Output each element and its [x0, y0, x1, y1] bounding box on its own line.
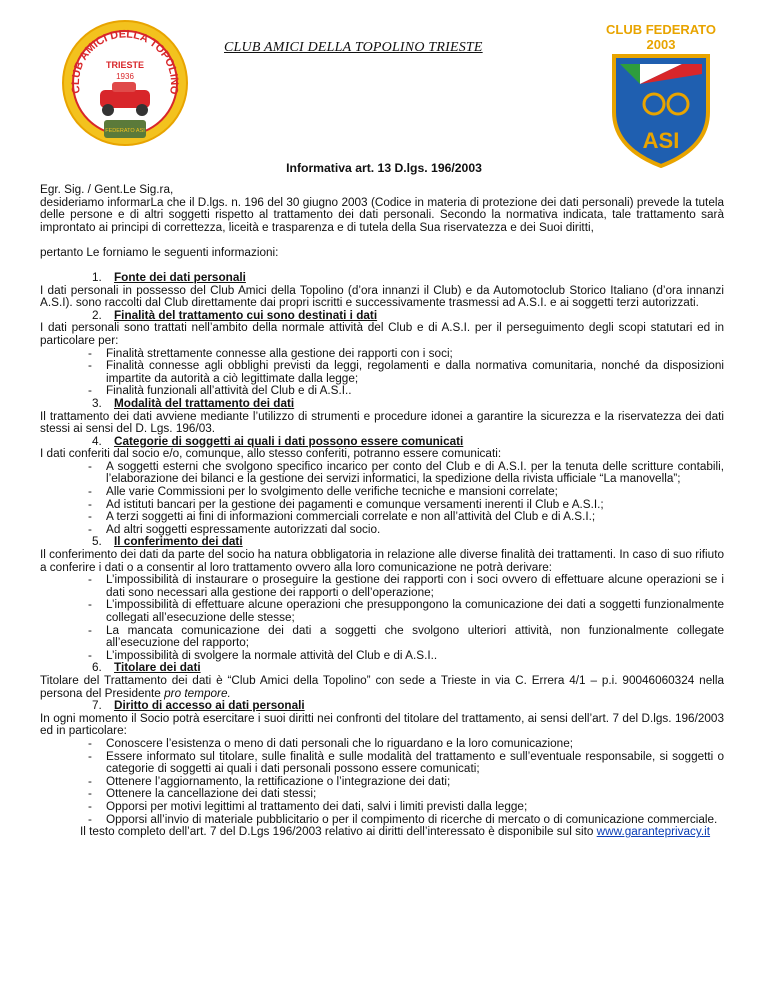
list-item: - L’impossibilità di instaurare o proseguire la gestione dei rapporti con i soci ovvero di effettuare alcune operazioni se i dati sono necessari alla gestione dei rapporti o dell’operazione;	[88, 573, 724, 599]
list-item: - Alle varie Commissioni per lo svolgimento delle verifiche tecniche e mansioni correlate;	[88, 485, 558, 499]
section-2-body: I dati personali sono trattati nell’ambito della normale attività del Club e di A.S.I. per il perseguimento degli scopi statutari ed in particolare per:	[40, 321, 724, 347]
list-item: - L’impossibilità di svolgere la normale attività del Club e di A.S.I..	[88, 648, 438, 662]
lead-line: pertanto Le forniamo le seguenti informazioni:	[40, 246, 279, 260]
logo-city: TRIESTE	[105, 60, 145, 70]
list-item: - Essere informato sul titolare, sulle finalità e sulle modalità del trattamento e sull’eventuale responsabile, si soggetti o categorie di soggetti ai quali i dati personali possono essere comunicati;	[88, 749, 724, 776]
section-3-body: Il trattamento dei dati avviene mediante l’utilizzo di strumenti e procedure idonei a garantire la sicurezza e la riservatezza dei dati stessi ai sensi del D. Lgs. 196/03.	[40, 409, 724, 436]
list-item: - Finalità strettamente connesse alla gestione dei rapporti con i soci;	[88, 346, 453, 360]
closing-paragraph: Il testo completo dell’art. 7 del D.Lgs 196/2003 relativo ai diritti dell’interessato è disponibile sul sito www.garanteprivacy.it	[80, 825, 711, 839]
club-name-header: CLUB AMICI DELLA TOPOLINO TRIESTE	[224, 40, 483, 55]
list-item: - Finalità connesse agli obblighi previsti da leggi, regolamenti e dalla normativa comunitaria, nonché da disposizioni impartite da autorità a ciò legittimate dalla legge;	[88, 359, 724, 385]
list-item: - Finalità funzionali all’attività del Club e di A.S.I..	[88, 384, 352, 398]
club-logo	[60, 18, 190, 148]
list-item: - La mancata comunicazione dei dati a soggetti che svolgono ulteriori attività, non funzionalmente collegate all’esecuzione del rapporto;	[88, 623, 724, 650]
list-item: - Conoscere l’esistenza o meno di dati personali che lo riguardano e la loro comunicazione;	[88, 736, 574, 750]
section-1-body: I dati personali in possesso del Club Amici della Topolino (d’ora innanzi il Club) e da Automotoclub Storico Italiano (d’ora innanzi A.S.I). sono raccolti dal Club direttamente dai propri iscritti e successivamente trasmessi ad A.S.I. e ai soggetti terzi autorizzati.	[40, 283, 724, 310]
list-item: - A soggetti esterni che svolgono specifico incarico per conto del Club e di A.S.I. per la tenuta delle scritture contabili, l’elaborazione dei bilanci e la gestione dei servizi informatici, la spedizione della rivista ufficiale “La manovella”;	[88, 459, 724, 486]
asi-federation-logo	[606, 20, 716, 168]
greeting: Egr. Sig. / Gent.Le Sig.ra,	[40, 183, 174, 196]
section-5-body: Il conferimento dei dati da parte del socio ha natura obbligatoria in relazione alle diverse finalità dei trattamenti. In caso di suo rifiuto a conferire i dati o a consentir al loro trattamento ovvero alla loro comunicazione ne potrà derivare:	[40, 548, 724, 574]
logo-ring-text: CLUB AMICI DELLA TOPOLINO	[69, 28, 181, 96]
list-item: - Opporsi all’invio di materiale pubblicitario o per il compimento di ricerche di mercato o di comunicazione commerciale.	[88, 812, 718, 826]
section-4-body: I dati conferiti dal socio e/o, comunque, allo stesso conferiti, potranno essere comunicati:	[40, 447, 502, 461]
intro-paragraph: desideriamo informarLa che il D.lgs. n. 196 del 30 giugno 2003 (Codice in materia di protezione dei dati personali) prevede la tutela delle persone e di altri soggetti rispetto al trattamento dei dati personali. Secondo la normativa indicata, tale trattamento sarà improntato ai principi di correttezza, liceità e trasparenza e di tutela della Sua riservatezza e dei Suoi diritti,	[40, 195, 724, 234]
section-6-heading: 6. Titolare dei dati	[92, 661, 201, 675]
document-title: Informativa art. 13 D.lgs. 196/2003	[286, 161, 482, 175]
section-2-heading: 2. Finalità del trattamento cui sono destinati i dati	[92, 308, 378, 322]
section-7-heading: 7. Diritto di accesso ai dati personali	[92, 699, 305, 713]
asi-line1: CLUB FEDERATO	[606, 22, 716, 37]
section-6-body: Titolare del Trattamento dei dati è “Club Amici della Topolino” con sede a Trieste in via C. Errera 4/1 – p.i. 90046060324 nella persona del Presidente pro tempore.	[40, 673, 724, 700]
list-item: - Ad altri soggetti espressamente autorizzati dal socio.	[88, 522, 381, 536]
document-body	[40, 184, 724, 839]
list-item: - Ottenere l’aggiornamento, la rettificazione o l’integrazione dei dati;	[88, 774, 451, 788]
section-3-heading: 3. Modalità del trattamento dei dati	[92, 396, 295, 410]
asi-line2: 2003	[646, 37, 676, 52]
logo-ribbon: FEDERATO ASI	[105, 128, 145, 134]
garante-privacy-link[interactable]: www.garanteprivacy.it	[596, 825, 711, 839]
section-7-body: In ogni momento il Socio potrà esercitare i suoi diritti nei confronti del titolare del trattamento, ai sensi dell’art. 7 del D.lgs. 196/2003 ed in particolare:	[40, 711, 724, 738]
logo-year: 1936	[116, 72, 134, 81]
pro-tempore: pro tempore.	[164, 686, 231, 700]
section-4-heading: 4. Categorie di soggetti ai quali i dati possono essere comunicati	[92, 434, 464, 448]
section-5-heading: 5. Il conferimento dei dati	[92, 535, 243, 549]
list-item: - Ottenere la cancellazione dei dati stessi;	[88, 787, 317, 801]
list-item: - A terzi soggetti ai fini di informazioni commerciali correlate e non all’attività del Club e di A.S.I.;	[88, 510, 596, 524]
list-item: - Opporsi per motivi legittimi al trattamento dei dati, salvi i limiti previsti dalla legge;	[88, 799, 528, 813]
asi-badge: ASI	[642, 128, 680, 153]
list-item: - Ad istituti bancari per la gestione dei pagamenti e comunque versamenti inerenti il Club e A.S.I.;	[88, 497, 604, 511]
section-1-heading: 1. Fonte dei dati personali	[92, 270, 246, 284]
list-item: - L’impossibilità di effettuare alcune operazioni che presuppongono la comunicazione dei dati a soggetti funzionalmente collegati all’esecuzione delle stesse;	[88, 598, 724, 624]
